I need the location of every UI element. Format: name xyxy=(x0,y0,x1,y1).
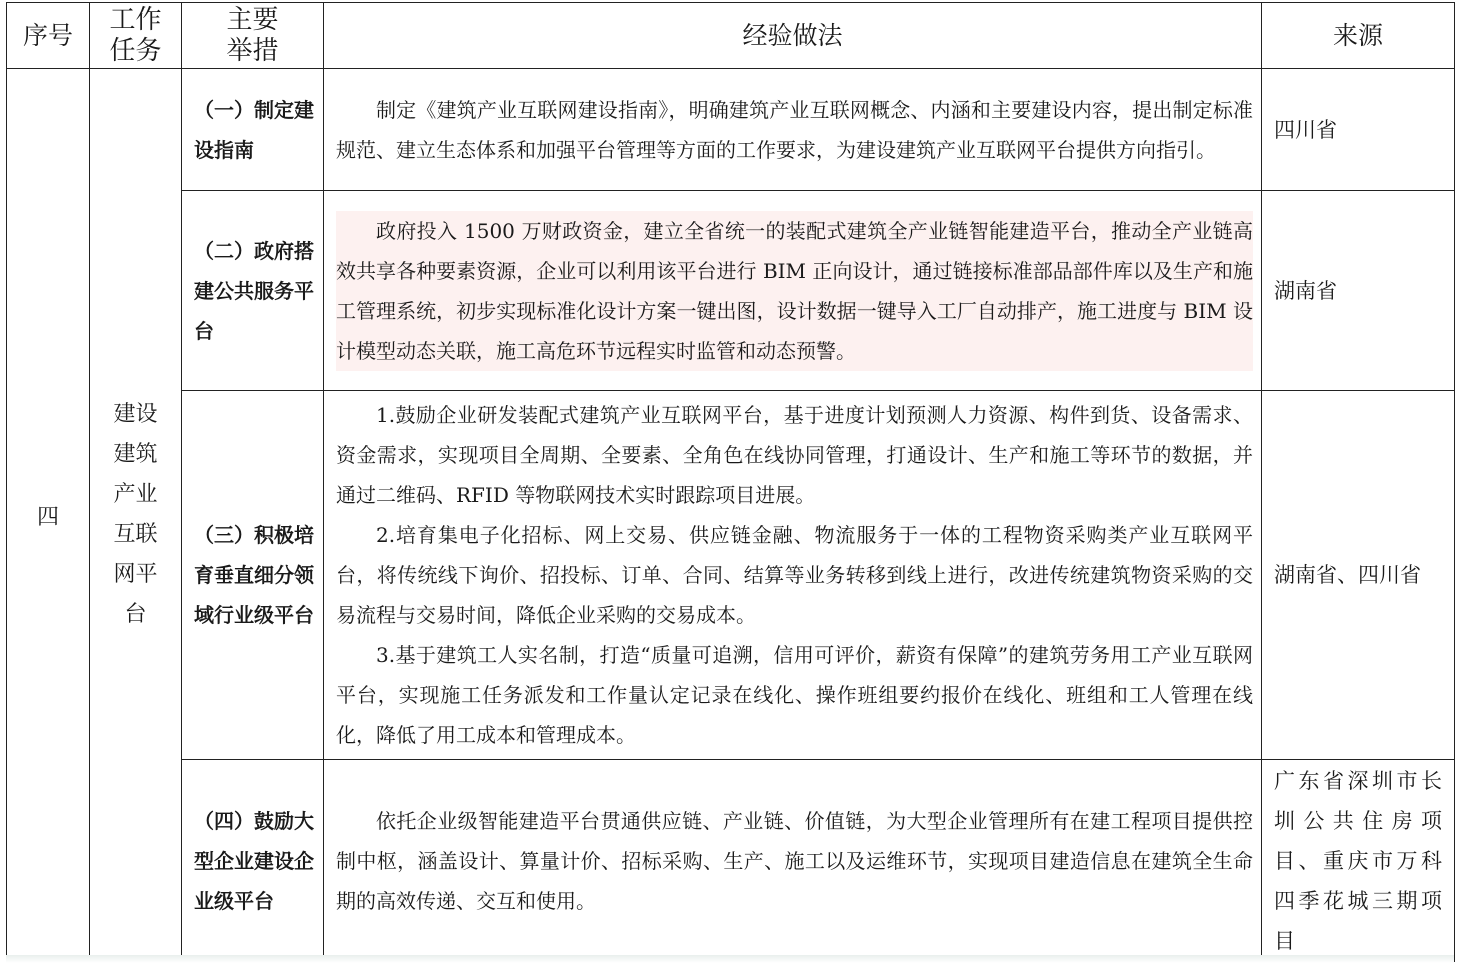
practice-paragraph: 2.培育集电子化招标、网上交易、供应链金融、物流服务于一体的工程物资采购类产业互联网平台，将传统线下询价、招投标、订单、合同、结算等业务转移到线上进行，改进传统建筑物资采购的交易流程与交易时间，降低企业采购的交易成本。 xyxy=(336,523,1253,627)
practice-cell xyxy=(324,69,1262,191)
measure-cell: （二）政府搭建公共服务平台 xyxy=(182,191,324,391)
practice-paragraph: 3.基于建筑工人实名制，打造“质量可追溯，信用可评价，薪资有保障”的建筑劳务用工产业互联网平台，实现施工任务派发和工作量认定记录在线化、操作班组要约报价在线化、班组和工人管理在线化，降低了用工成本和管理成本。 xyxy=(336,643,1253,747)
source-cell: 湖南省、四川省 xyxy=(1262,391,1455,760)
group-task: 建设建筑产业互联网平台 xyxy=(90,69,182,962)
group-seq: 四 xyxy=(7,69,90,962)
header-seq: 序号 xyxy=(7,3,90,69)
table-row xyxy=(7,191,1455,391)
measure-cell: （三）积极培育垂直细分领域行业级平台 xyxy=(182,391,324,760)
table-row xyxy=(7,760,1455,962)
source-cell: 广东省深圳市长圳公共住房项目、重庆市万科四季花城三期项目 xyxy=(1262,760,1455,962)
table-row xyxy=(7,69,1455,191)
page-bottom-shadow xyxy=(6,955,1454,963)
measure-cell: （一）制定建设指南 xyxy=(182,69,324,191)
practice-paragraph: 依托企业级智能建造平台贯通供应链、产业链、价值链，为大型企业管理所有在建工程项目提供控制中枢，涵盖设计、算量计价、招标采购、生产、施工以及运维环节，实现项目建造信息在建筑全生命期的高效传递、交互和使用。 xyxy=(336,808,1253,913)
header-row xyxy=(7,3,1455,69)
experience-table xyxy=(6,2,1455,962)
practice-paragraph: 制定《建筑产业互联网建设指南》，明确建筑产业互联网概念、内涵和主要建设内容，提出制定标准规范、建立生态体系和加强平台管理等方面的工作要求，为建设建筑产业互联网平台提供方向指引。 xyxy=(336,97,1253,162)
header-source: 来源 xyxy=(1262,3,1455,69)
practice-paragraph: 1.鼓励企业研发装配式建筑产业互联网平台，基于进度计划预测人力资源、构件到货、设备需求、资金需求，实现项目全周期、全要素、全角色在线协同管理，打通设计、生产和施工等环节的数据，并通过二维码、RFID 等物联网技术实时跟踪项目进展。 xyxy=(336,403,1253,507)
practice-cell xyxy=(324,391,1262,760)
header-practice: 经验做法 xyxy=(324,3,1262,69)
source-cell: 四川省 xyxy=(1262,69,1455,191)
table-row xyxy=(7,391,1455,760)
source-cell: 湖南省 xyxy=(1262,191,1455,391)
practice-cell xyxy=(324,760,1262,962)
measure-cell: （四）鼓励大型企业建设企业级平台 xyxy=(182,760,324,962)
practice-paragraph-highlighted: 政府投入 1500 万财政资金，建立全省统一的装配式建筑全产业链智能建造平台，推动全产业链高效共享各种要素资源，企业可以利用该平台进行 BIM 正向设计，通过链接标准部品部件库以及生产和施工管理系统，初步实现标准化设计方案一键出图，设计数据一键导入工厂自动排产，施工进度与 BIM 设计模型动态关联，施工高危环节远程实时监管和动态预警。 xyxy=(336,211,1253,371)
header-measure: 主要 举措 xyxy=(182,3,324,69)
practice-cell xyxy=(324,191,1262,391)
header-task: 工作 任务 xyxy=(90,3,182,69)
